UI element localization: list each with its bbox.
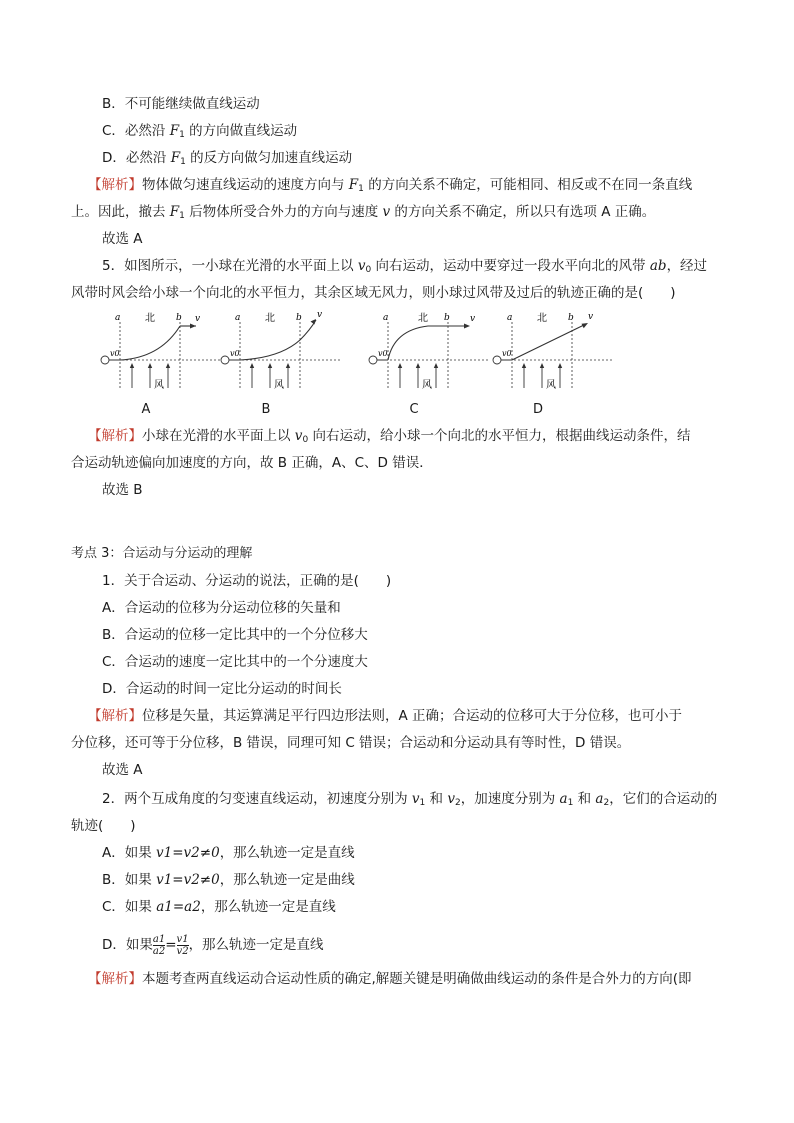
fraction-a: $\frac{a1}{a2}$	[152, 933, 166, 957]
figure-d	[482, 308, 612, 420]
figure-caption: C	[409, 402, 419, 417]
q5-analysis-line2: 合运动轨迹偏向加速度的方向，故 B 正确，A、C、D 错误．	[71, 455, 433, 471]
figure-b	[210, 308, 340, 420]
label-wind: 风	[154, 380, 164, 391]
label-v0: v0	[110, 349, 120, 358]
t3q1-option-a: A．合运动的位移为分运动位移的矢量和	[102, 600, 341, 616]
t3q2-option-d: D．如果 $\frac{a1}{a2}$ = $\frac{v1}{v2}$ ，那么轨迹一定是直线	[102, 933, 324, 957]
t3q1-option-d: D．合运动的时间一定比分运动的时间长	[102, 681, 342, 697]
label-v0: v0	[502, 349, 512, 358]
label-north: 北	[145, 313, 155, 324]
q5-stem-line1: 5．如图所示，一小球在光滑的水平面上以 $v_0$ 向右运动，运动中要穿过一段水平向北的风带 ab，经过	[102, 258, 708, 275]
t3q1-analysis-line2: 分位移，还可等于分位移，B 错误，同理可知 C 错误；合运动和分运动具有等时性，D 错误。	[71, 735, 631, 751]
q4-answer: 故选 A	[102, 231, 143, 247]
t3q2-stem-line2: 轨迹( )	[71, 818, 136, 834]
q5-stem-line2: 风带时风会给小球一个向北的水平恒力，其余区域无风力，则小球过风带及过后的轨迹正确的是( )	[71, 285, 676, 301]
label-b: b	[296, 313, 302, 323]
label-b: b	[444, 313, 450, 323]
t3q2-analysis-line1: 【解析】本题考查两直线运动合运动性质的确定,解题关键是明确做曲线运动的条件是合外力的方向(即	[88, 971, 692, 987]
topic3-heading: 考点 3：合运动与分运动的理解	[71, 546, 253, 561]
label-north: 北	[265, 313, 275, 324]
label-a: a	[115, 313, 121, 323]
q4-option-b: B．不可能继续做直线运动	[102, 96, 260, 112]
q4-analysis-line1: 【解析】物体做匀速直线运动的速度方向与 $F_1$ 的方向关系不确定，可能相同、相反或不在同一条直线	[88, 177, 693, 194]
label-north: 北	[537, 313, 547, 324]
label-a: a	[507, 313, 513, 323]
figure-c	[358, 308, 488, 420]
t3q2-option-b: B．如果 v1=v2≠0，那么轨迹一定是曲线	[102, 872, 355, 888]
label-wind: 风	[422, 380, 432, 391]
t3q2-stem-line1: 2．两个互成角度的匀变速直线运动，初速度分别为 $v_1$ 和 $v_2$，加速度分别为 $a_1$ 和 $a_2$，它们的合运动的	[102, 791, 718, 808]
t3q1-analysis-line1: 【解析】位移是矢量，其运算满足平行四边形法则，A 正确；合运动的位移可大于分位移，也可小于	[88, 708, 683, 724]
label-north: 北	[418, 313, 428, 324]
t3q1-answer: 故选 A	[102, 762, 143, 778]
label-wind: 风	[546, 380, 556, 391]
t3q2-option-a: A．如果 v1=v2≠0，那么轨迹一定是直线	[102, 845, 355, 861]
label-wind: 风	[274, 380, 284, 391]
figure-caption: B	[261, 402, 271, 417]
q5-analysis-line1: 【解析】小球在光滑的水平面上以 $v_0$ 向右运动，给小球一个向北的水平恒力，根据曲线运动条件，结	[88, 428, 691, 445]
label-v: v	[470, 314, 476, 324]
label-b: b	[568, 313, 574, 323]
figure-caption: A	[141, 402, 151, 417]
q5-answer: 故选 B	[102, 482, 143, 498]
t3q1-stem: 1．关于合运动、分运动的说法，正确的是( )	[102, 573, 392, 589]
label-v: v	[317, 310, 323, 320]
fraction-v: $\frac{v1}{v2}$	[176, 933, 189, 957]
q5-figures	[90, 308, 730, 420]
label-v: v	[195, 314, 201, 324]
q4-option-c: C．必然沿 $F_1$ 的方向做直线运动	[102, 123, 298, 140]
label-b: b	[176, 313, 182, 323]
figure-caption: D	[532, 402, 543, 417]
t3q1-option-c: C．合运动的速度一定比其中的一个分速度大	[102, 654, 368, 670]
label-v0: v0	[378, 349, 388, 358]
label-v: v	[588, 312, 594, 322]
figure-a	[90, 308, 220, 420]
t3q2-option-c: C．如果 a1=a2，那么轨迹一定是直线	[102, 899, 336, 915]
label-v0: v0	[230, 349, 240, 358]
q4-analysis-line2: 上。因此，撤去 $F_1$ 后物体所受合外力的方向与速度 v 的方向关系不确定，所以只有选项 A 正确。	[71, 204, 656, 221]
q4-option-d: D．必然沿 $F_1$ 的反方向做匀加速直线运动	[102, 150, 353, 167]
label-a: a	[235, 313, 241, 323]
label-a: a	[383, 313, 389, 323]
t3q1-option-b: B．合运动的位移一定比其中的一个分位移大	[102, 627, 368, 643]
